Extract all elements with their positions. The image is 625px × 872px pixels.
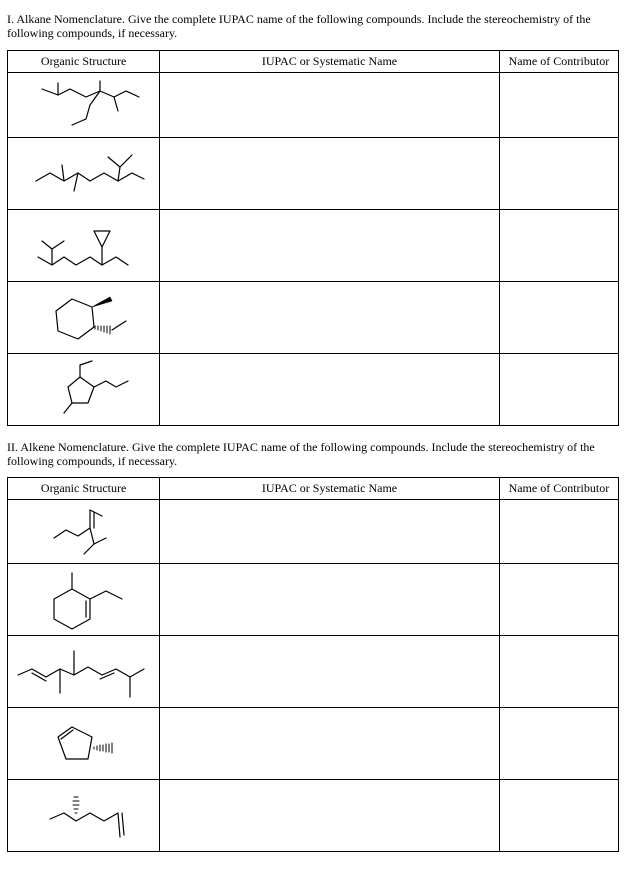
iupac-name-cell[interactable] [160,282,500,354]
contributor-cell[interactable] [499,138,618,210]
contributor-cell[interactable] [499,354,618,426]
alkane-structure-5 [14,357,154,423]
iupac-name-cell[interactable] [160,138,500,210]
alkene-table [7,477,619,852]
table-row [8,500,619,564]
contributor-cell[interactable] [499,282,618,354]
table-row [8,636,619,708]
alkene-structure-2 [14,567,154,633]
structure-cell [8,138,160,210]
alkane-instructions: I. Alkane Nomenclature. Give the complete IUPAC name of the following compounds. Include the stereochemistry of the following compounds, if necessary. [7,12,591,40]
contributor-cell[interactable] [499,636,618,708]
alkane-header-row [8,51,619,73]
iupac-name-cell[interactable] [160,500,500,564]
structure-cell [8,210,160,282]
structure-cell [8,780,160,852]
alkane-structure-3 [14,213,154,279]
iupac-name-cell[interactable] [160,354,500,426]
contributor-cell[interactable] [499,780,618,852]
iupac-name-cell[interactable] [160,780,500,852]
table-row [8,73,619,138]
header-contributor: Name of Contributor [499,478,618,500]
iupac-name-cell[interactable] [160,564,500,636]
table-row [8,282,619,354]
structure-cell [8,354,160,426]
iupac-name-cell[interactable] [160,73,500,138]
header-iupac-name: IUPAC or Systematic Name [160,478,500,500]
contributor-cell[interactable] [499,708,618,780]
table-row [8,210,619,282]
structure-cell [8,564,160,636]
table-row [8,564,619,636]
table-row [8,138,619,210]
table-row [8,354,619,426]
alkane-table [7,50,619,426]
structure-cell [8,636,160,708]
structure-cell [8,282,160,354]
contributor-cell[interactable] [499,210,618,282]
structure-cell [8,73,160,138]
table-row [8,708,619,780]
alkane-structure-4 [14,285,154,351]
alkene-structure-3 [14,639,154,705]
header-contributor: Name of Contributor [499,51,618,73]
alkane-structure-2 [14,141,154,207]
contributor-cell[interactable] [499,500,618,564]
contributor-cell[interactable] [499,564,618,636]
structure-cell [8,500,160,564]
alkene-structure-5 [14,783,154,849]
alkane-structure-1 [14,75,154,135]
alkene-header-row [8,478,619,500]
header-iupac-name: IUPAC or Systematic Name [160,51,500,73]
header-organic-structure: Organic Structure [8,51,160,73]
iupac-name-cell[interactable] [160,636,500,708]
structure-cell [8,708,160,780]
header-organic-structure: Organic Structure [8,478,160,500]
iupac-name-cell[interactable] [160,210,500,282]
alkene-structure-4 [14,711,154,777]
contributor-cell[interactable] [499,73,618,138]
alkene-instructions: II. Alkene Nomenclature. Give the complete IUPAC name of the following compounds. Include the stereochemistry of the following compounds, if necessary. [7,440,595,468]
iupac-name-cell[interactable] [160,708,500,780]
alkene-structure-1 [14,502,154,562]
table-row [8,780,619,852]
